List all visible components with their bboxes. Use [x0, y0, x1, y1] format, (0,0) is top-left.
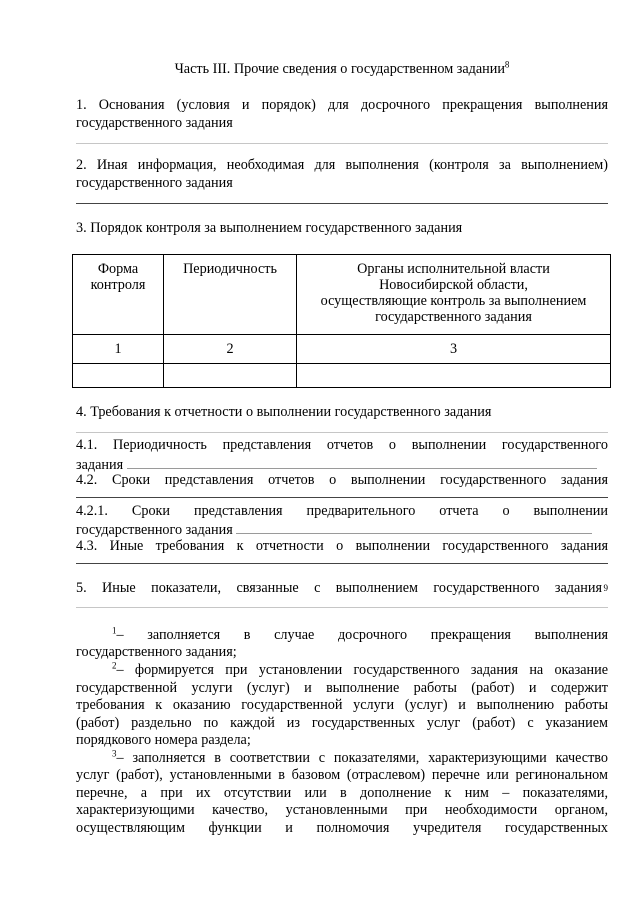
header-executive-bodies-l1: Органы исполнительной власти	[357, 261, 550, 277]
table-cell-empty	[164, 364, 297, 388]
section-1-fill-line	[76, 143, 608, 144]
col-number-3: 3	[297, 335, 611, 364]
footnote-1-line-2: государственного задания;	[76, 644, 237, 660]
footnote-3-line-4: характеризующими качество, установленными при необходимости органом,	[76, 802, 608, 818]
table-row	[73, 364, 611, 388]
section-4-2-1-line-1: 4.2.1. Сроки представления предварительного отчета о выполнении	[76, 503, 608, 519]
section-4-2-1-line-2-text: государственного задания	[76, 522, 233, 538]
section-4-1-line-1: 4.1. Периодичность представления отчетов о выполнении государственного	[76, 437, 608, 453]
header-control-form-l2: контроля	[90, 277, 146, 293]
section-4-heading: 4. Требования к отчетности о выполнении государственного задания	[76, 404, 492, 420]
footnote-1-text-1: – заполняется в случае досрочного прекращения выполнения	[116, 627, 608, 643]
footnote-2-line-3: требования к оказанию государственной услуги (услуг) и выполнению работы	[76, 697, 608, 713]
part-title-footnote-ref: 8	[504, 59, 510, 70]
section-5-fill-line	[76, 607, 608, 608]
header-executive-bodies	[297, 255, 611, 335]
header-control-form-l1: Форма	[97, 261, 139, 277]
section-3-heading: 3. Порядок контроля за выполнением государственного задания	[76, 220, 463, 236]
section-5-heading: 5. Иные показатели, связанные с выполнением государственного задания 9	[76, 580, 608, 596]
section-5-text: 5. Иные показатели, связанные с выполнением государственного задания	[76, 580, 602, 596]
footnote-2-line-4: (работ) раздельно по каждой из государственных услуг (работ) с указанием	[76, 715, 608, 731]
section-4-2-text: 4.2. Сроки представления отчетов о выполнении государственного задания	[76, 472, 608, 488]
section-1-line-2: государственного задания	[76, 115, 233, 131]
footnote-2-text-1: – формируется при установлении государственного задания на оказание	[116, 662, 608, 678]
section-4-1-line-2-text: задания	[76, 457, 124, 473]
section-4-fill-line	[76, 432, 608, 433]
table-cell-empty	[297, 364, 611, 388]
footnote-1-line-1	[76, 627, 608, 645]
section-2-fill-line	[76, 203, 608, 204]
table-header-row	[73, 255, 611, 335]
footnote-3-text-1: – заполняется в соответствии с показателями, характеризующими качество	[116, 750, 608, 766]
section-1-line-1: 1. Основания (условия и порядок) для досрочного прекращения выполнения	[76, 97, 608, 113]
header-executive-bodies-l3: осуществляющие контроль за выполнением	[320, 293, 587, 309]
section-4-2-fill-line	[76, 497, 608, 498]
control-table	[72, 254, 611, 388]
footnote-3-line-5: осуществляющим функции и полномочия учредителя государственных	[76, 820, 608, 836]
section-4-2-1-line-2	[76, 520, 608, 540]
col-number-2: 2	[164, 335, 297, 364]
footnote-2-line-5: порядкового номера раздела;	[76, 732, 251, 748]
footnote-3-number: 3	[112, 748, 117, 759]
part-title	[76, 60, 608, 78]
footnote-2-number: 2	[112, 660, 117, 671]
footnote-3-line-3: перечне, а при их отсутствии или в дополнение к ним – показателями,	[76, 785, 608, 801]
section-2-line-2: государственного задания	[76, 175, 233, 191]
header-control-form	[73, 255, 164, 335]
header-periodicity: Периодичность	[164, 255, 297, 335]
footnote-1-number: 1	[112, 625, 117, 636]
section-2-line-1: 2. Иная информация, необходимая для выполнения (контроля за выполнением)	[76, 157, 608, 173]
table-cell-empty	[73, 364, 164, 388]
section-4-3-fill-line	[76, 563, 608, 564]
footnote-2-line-1	[76, 662, 608, 680]
table-number-row	[73, 335, 611, 364]
footnote-2-line-2: государственной услуги (услуг) и выполнение работы (работ) и содержит	[76, 680, 608, 696]
footnote-3-line-2: услуг (работ), установленными в базовом (отраслевом) перечне или регинональном	[76, 767, 608, 783]
header-executive-bodies-l4: государственного задания	[375, 309, 532, 325]
section-4-1-fill-line	[127, 455, 597, 469]
part-title-text: Часть III. Прочие сведения о государственном задании	[174, 61, 505, 77]
footnote-3-line-1	[76, 750, 608, 768]
section-4-3-text: 4.3. Иные требования к отчетности о выполнении государственного задания	[76, 538, 608, 554]
section-4-2-1-fill-line	[236, 520, 592, 534]
col-number-1: 1	[73, 335, 164, 364]
header-executive-bodies-l2: Новосибирской области,	[379, 277, 528, 293]
